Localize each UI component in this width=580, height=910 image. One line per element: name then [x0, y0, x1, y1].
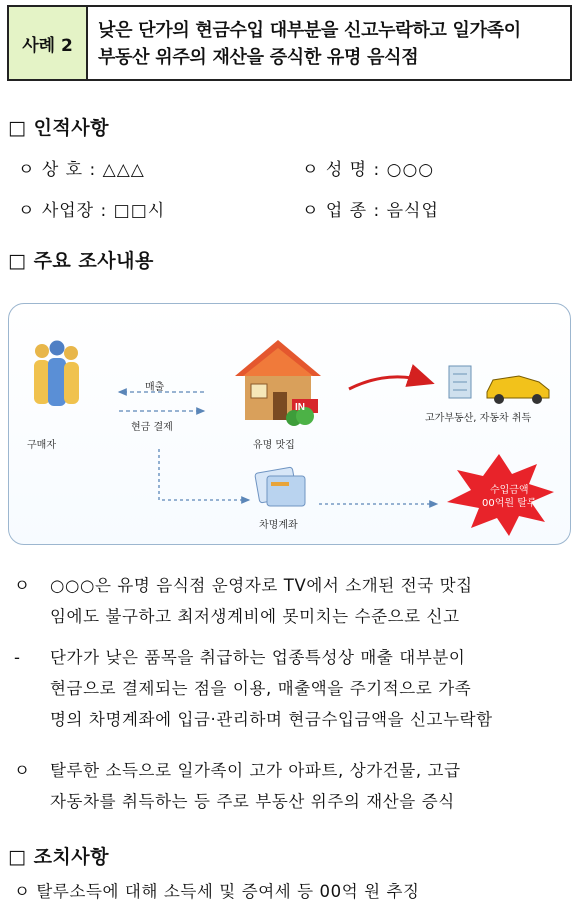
info-value: ○○○ — [386, 160, 435, 180]
sales-label: 매출 — [145, 382, 165, 393]
case-title-line2: 부동산 위주의 재산을 증식한 유명 음식점 — [98, 47, 419, 68]
in-sign: IN — [295, 402, 305, 413]
assets-label: 고가부동산, 자동차 취득 — [425, 413, 532, 424]
restaurant-label: 유명 맛집 — [253, 440, 295, 451]
omission-label-line2: 00억원 탈루 — [482, 498, 537, 509]
dash-mark: - — [14, 648, 21, 667]
case-label: 사례 2 — [9, 7, 88, 79]
info-value: 음식업 — [386, 201, 439, 221]
borrowed-account-label: 차명계좌 — [259, 520, 298, 531]
omission-label — [482, 484, 537, 510]
bullet-mark: ㅇ — [14, 576, 31, 595]
case-header — [7, 5, 572, 81]
cash-payment-label: 현금 결제 — [131, 422, 173, 433]
finding-paragraph-1 — [14, 570, 574, 632]
case-title — [88, 7, 570, 79]
car-icon — [487, 376, 549, 404]
section-title-investigation: □ 주요 조사내용 — [8, 250, 154, 272]
info-value: △△△ — [102, 160, 145, 180]
info-business-name — [18, 155, 145, 180]
paragraph-line: 자동차를 취득하는 등 주로 부동산 위주의 재산을 증식 — [50, 792, 455, 811]
restaurant-icon — [235, 340, 321, 426]
action-item: ㅇ 탈루소득에 대해 소득세 및 증여세 등 00억 원 추징 — [14, 882, 420, 901]
buyer-label: 구매자 — [27, 440, 56, 451]
account-deposit-arrow — [159, 449, 249, 500]
info-label: ㅇ 업 종 : — [302, 201, 381, 221]
paragraph-line: ○○○은 유명 음식점 운영자로 TV에서 소개된 전국 맛집 — [50, 576, 473, 595]
omission-label-line1: 수입금액 — [489, 485, 529, 496]
building-icon — [449, 366, 471, 398]
finding-paragraph-3 — [14, 755, 574, 817]
info-location — [18, 196, 165, 221]
bullet-mark: ㅇ — [14, 761, 31, 780]
scheme-diagram — [8, 303, 571, 545]
asset-acquisition-arrow — [349, 377, 429, 389]
paragraph-line: 명의 차명계좌에 입금·관리하며 현금수입금액을 신고누락함 — [50, 710, 493, 729]
info-owner-name — [302, 155, 434, 180]
info-label: ㅇ 사업장 : — [18, 201, 108, 221]
paragraph-line: 현금으로 결제되는 점을 이용, 매출액을 주기적으로 가족 — [50, 679, 472, 698]
section-title-personal: □ 인적사항 — [8, 117, 109, 139]
paragraph-line: 임에도 불구하고 최저생계비에 못미치는 수준으로 신고 — [50, 607, 460, 626]
paragraph-line: 탈루한 소득으로 일가족이 고가 아파트, 상가건물, 고급 — [50, 761, 461, 780]
info-label: ㅇ 성 명 : — [302, 160, 381, 180]
section-title-action: □ 조치사항 — [8, 846, 109, 868]
buyer-people-icon — [34, 341, 79, 407]
bankbook-icon — [255, 467, 305, 506]
info-label: ㅇ 상 호 : — [18, 160, 97, 180]
paragraph-line: 단가가 낮은 품목을 취급하는 업종특성상 매출 대부분이 — [50, 648, 466, 667]
finding-paragraph-2 — [14, 642, 574, 735]
case-title-line1: 낮은 단가의 현금수입 대부분을 신고누락하고 일가족이 — [98, 20, 521, 41]
info-industry — [302, 196, 439, 221]
info-value: □□시 — [113, 201, 166, 221]
